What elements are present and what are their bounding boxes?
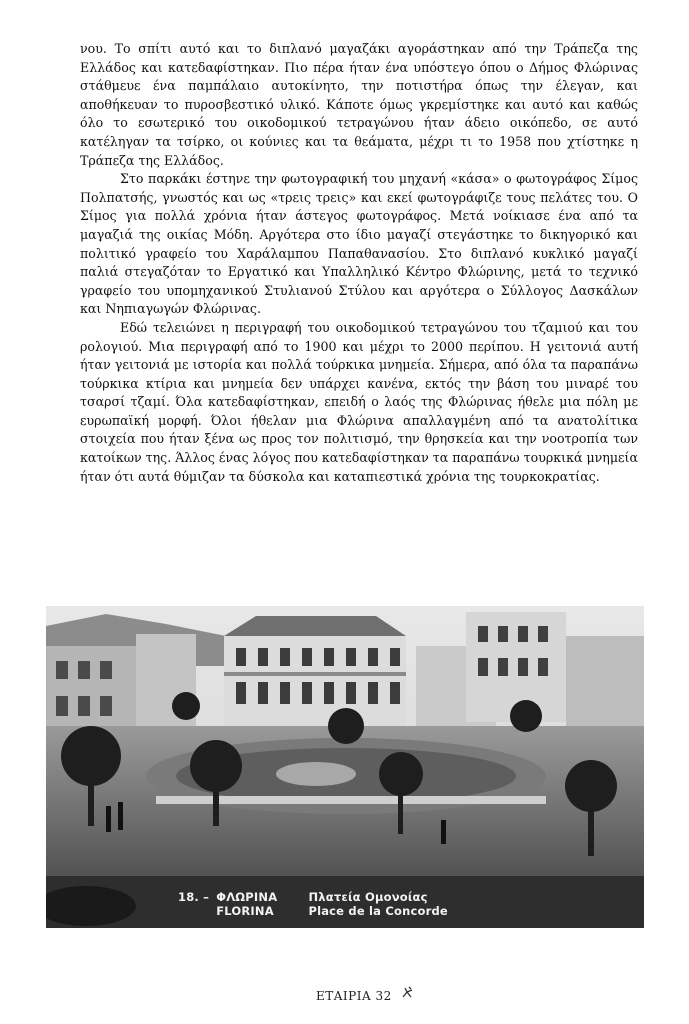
paragraph-3: Εδώ τελειώνει η περιγραφή του οικοδομικού τετραγώνου του τζαμιού και του ρολογιού. Μια περιγραφή από το 1900 και μέχρι το 2000 περίπου. Η γειτονιά αυτή ήταν γειτονιά με ιστορία και πολλά τούρκικα μνημεία. Σήμερα, από όλα τα παραπάνω τούρκικα κτίρια και μνημεία δεν υπάρχει κανένα, εκτός την βάση του μιναρέ του τσαρσί τζαμί. Όλα κατεδαφίστηκαν, επειδή ο λαός της Φλώρινας ήθελε μια πόλη με ευρωπαϊκή μορφή. Όλοι ήθελαν μια Φλώρινα απαλλαγμένη από τα ανατολίτικα στοιχεία που ήταν ξένα ως προς τον πολιτισμό, την θρησκεία και την νοοτροπία των κατοίκων της. Άλλος ένας λόγος που κατεδαφίστηκαν τα παραπάνω τουρκικά μνημεία ήταν ότι αυτά θύμιζαν τα δύσκολα και καταπιεστικά χρόνια της τουρκοκρατίας. bbox=[80, 319, 638, 484]
caption-place-greek: Πλατεία Ομονοίας bbox=[308, 890, 428, 904]
caption-city-french: FLORINA bbox=[216, 904, 274, 918]
photo-illustration bbox=[46, 606, 644, 928]
caption-city-greek: ΦΛΩΡΙΝΑ bbox=[216, 890, 278, 904]
paragraph-2: Στο παρκάκι έστηνε την φωτογραφική του μηχανή «κάσα» ο φωτογράφος Σίμος Πολπατσής, γνωστός και ως «τρεις τρεις» και εκεί φωτογράφιζε τους πελάτες του. Ο Σίμος για πολλά χρόνια ήταν άστεγος φωτογράφος. Μετά νοίκιασε ένα από τα μαγαζιά της οικίας Μόδη. Αργότερα στο ίδιο μαγαζί στεγάστηκε το δικηγορικό και πολιτικό γραφείο του Χαράλαμπου Παπαθανασίου. Στο διπλανό κυκλικό μαγαζί παλιά στεγαζόταν το Εργατικό και Υπαλληλικό Κέντρο Φλώρινης, μετά το τεχνικό γραφείο του υπομηχανικού Στυλιανού Στύλου και αργότερα ο Σύλλογος Δασκάλων και Νηπιαγωγών Φλώρινας. bbox=[80, 171, 638, 317]
caption-number: 18. – bbox=[178, 890, 210, 904]
photo-caption bbox=[178, 890, 448, 918]
caption-place-french: Place de la Concorde bbox=[308, 904, 448, 918]
footer-label: ΕΤΑΙΡΙΑ 32 bbox=[316, 989, 392, 1003]
page-footer bbox=[316, 984, 416, 1004]
decorative-figure-icon bbox=[400, 984, 416, 1004]
historic-photo-square bbox=[46, 606, 644, 928]
body-text bbox=[80, 40, 638, 486]
paragraph-1: νου. Το σπίτι αυτό και το διπλανό μαγαζάκι αγοράστηκαν από την Τράπεζα της Ελλάδος και κατεδαφίστηκαν. Πιο πέρα ήταν ένα υπόστεγο όπου ο Δήμος Φλώρινας στάθμευε ένα παμπάλαιο αυτοκίνητο, την ποτιστήρα όπως την έλεγαν, και αποθήκευαν το πυροσβεστικό υλικό. Κάποτε όμως γκρεμίστηκε και αυτό και καθώς όλο το εσωτερικό του οικοδομικού τετραγώνου ήταν άδειο οικόπεδο, σε αυτό κατέληγαν τα τσίρκο, οι κούνιες και τα θεάματα, μέχρι τι το 1958 που χτίστηκε η Τράπεζα της Ελλάδος. bbox=[80, 41, 638, 168]
